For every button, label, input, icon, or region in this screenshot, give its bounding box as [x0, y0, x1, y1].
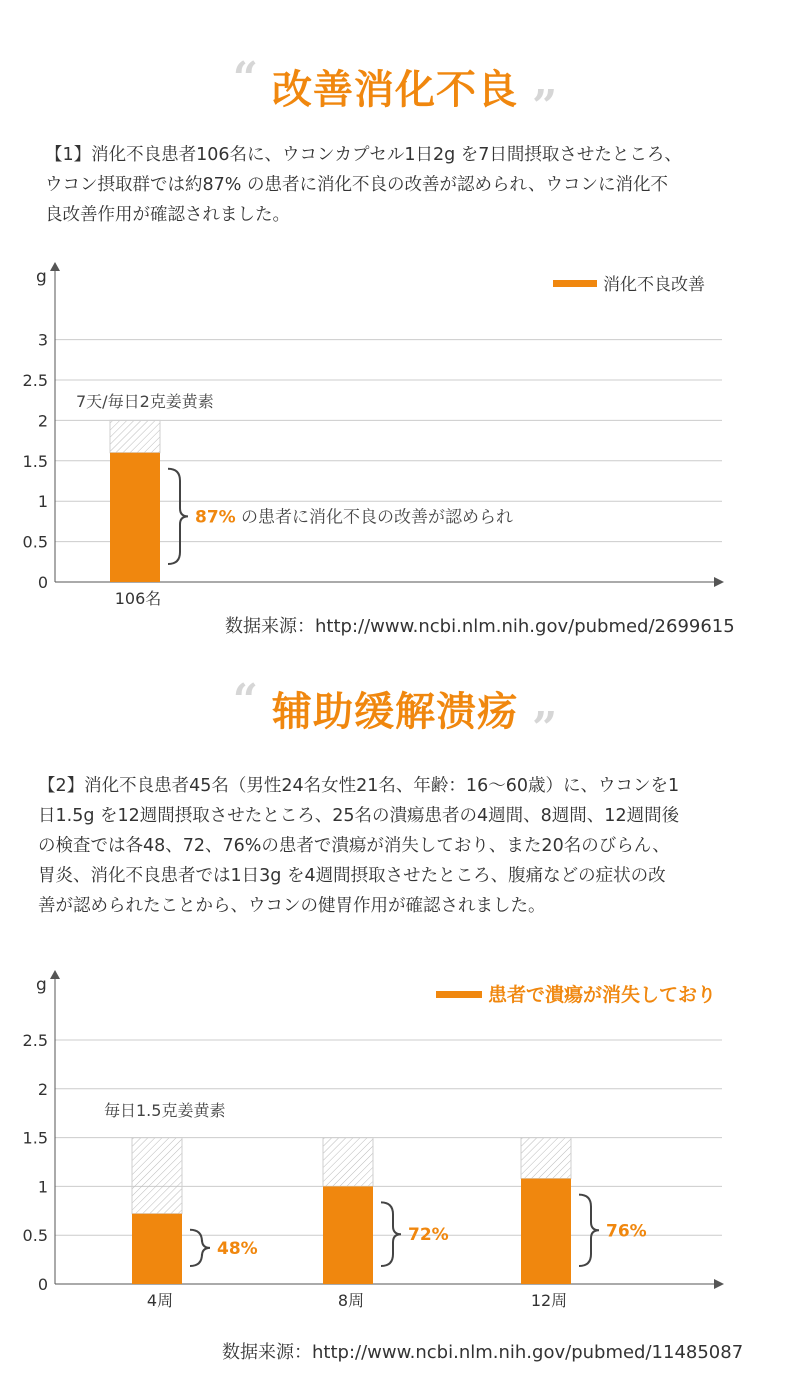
bar-total	[110, 420, 160, 452]
y-tick-label: 2.5	[22, 371, 48, 390]
section2-title	[0, 675, 790, 754]
paragraph-line: の検査では各48、72、76%の患者で潰瘍が消失しており、また20名のびらん、	[38, 836, 670, 856]
quote-close-icon: ”	[532, 81, 558, 132]
legend-swatch	[553, 280, 597, 287]
legend-label: 消化不良改善	[603, 275, 705, 295]
paragraph-line: 胃炎、消化不良患者では1日3g を4週間摂取させたところ、腹痛などの症状の改	[38, 866, 666, 886]
quote-close-icon: ”	[532, 703, 558, 754]
category-label: 106名	[114, 589, 162, 608]
paragraph-line: 善が認められたことから、ウコンの健胃作用が確認されました。	[38, 896, 546, 916]
y-axis-label: g	[36, 975, 47, 995]
y-tick-label: 1	[37, 492, 48, 512]
y-tick-label: 1.5	[22, 451, 48, 471]
y-tick-label: 0.5	[22, 1226, 48, 1246]
percent-label: 87%	[195, 507, 236, 528]
paragraph-line: 日1.5g を12週間摂取させたところ、25名の潰瘍患者の4週間、8週間、12週間後	[38, 806, 680, 826]
y-tick-label: 2.5	[22, 1031, 48, 1050]
percent-label: 72%	[408, 1225, 449, 1246]
y-tick-label: 2	[37, 411, 48, 431]
quote-open-icon: “	[232, 53, 258, 104]
bar-total	[323, 1138, 373, 1187]
category-label: 8周	[337, 1291, 365, 1310]
section2-source: 数据来源：http://www.ncbi.nlm.nih.gov/pubmed/11485087	[222, 1342, 744, 1363]
bar-value	[132, 1214, 182, 1284]
y-axis-arrow-icon	[50, 970, 60, 979]
x-axis-arrow-icon	[714, 1279, 724, 1289]
y-tick-label: 0	[37, 1275, 48, 1294]
bar-value	[521, 1179, 571, 1284]
chart-indigestion	[0, 250, 790, 610]
paragraph-line: 【2】消化不良患者45名（男性24名女性21名、年齢：16〜60歳）に、ウコンを1	[38, 776, 680, 796]
section1-source: 数据来源：http://www.ncbi.nlm.nih.gov/pubmed/2699615	[225, 616, 735, 637]
section1-title	[0, 53, 790, 132]
quote-open-icon: “	[232, 675, 258, 726]
section1-heading: 改善消化不良	[272, 67, 518, 113]
dose-label: 毎日1.5克姜黄素	[104, 1101, 226, 1120]
percent-label: 76%	[606, 1221, 647, 1242]
legend-label: 患者で潰瘍が消失しており	[488, 984, 717, 1006]
x-axis-arrow-icon	[714, 577, 724, 587]
y-axis-arrow-icon	[50, 262, 60, 271]
brace-icon	[168, 469, 188, 564]
paragraph-line: 良改善作用が確認されました。	[45, 205, 290, 225]
bar-total	[521, 1138, 571, 1179]
legend-swatch	[436, 991, 482, 998]
section2-heading: 辅助缓解溃疡	[272, 689, 518, 735]
y-tick-label: 3	[37, 330, 48, 350]
section1-paragraph	[45, 140, 682, 230]
y-tick-label: 2	[37, 1079, 48, 1099]
dose-label: 7天/毎日2克姜黄素	[76, 392, 214, 411]
percent-description: の患者に消化不良の改善が認められ	[241, 507, 513, 528]
y-tick-label: 1.5	[22, 1128, 48, 1148]
percent-label: 48%	[217, 1238, 258, 1259]
chart-ulcer	[0, 960, 790, 1320]
brace-icon	[381, 1202, 401, 1266]
y-tick-label: 1	[37, 1177, 48, 1197]
bar-total	[132, 1138, 182, 1214]
y-tick-label: 0	[37, 573, 48, 592]
category-label: 4周	[146, 1291, 174, 1310]
paragraph-line: 【1】消化不良患者106名に、ウコンカプセル1日2g を7日間摂取させたところ、	[45, 145, 682, 165]
category-label: 12周	[530, 1291, 568, 1310]
paragraph-line: ウコン摂取群では約87% の患者に消化不良の改善が認められ、ウコンに消化不	[45, 175, 669, 195]
y-tick-label: 0.5	[22, 532, 48, 552]
bar-value	[323, 1186, 373, 1284]
section2-paragraph	[38, 771, 679, 921]
brace-icon	[579, 1195, 599, 1266]
y-axis-label: g	[36, 267, 47, 287]
bar-value	[110, 453, 160, 582]
